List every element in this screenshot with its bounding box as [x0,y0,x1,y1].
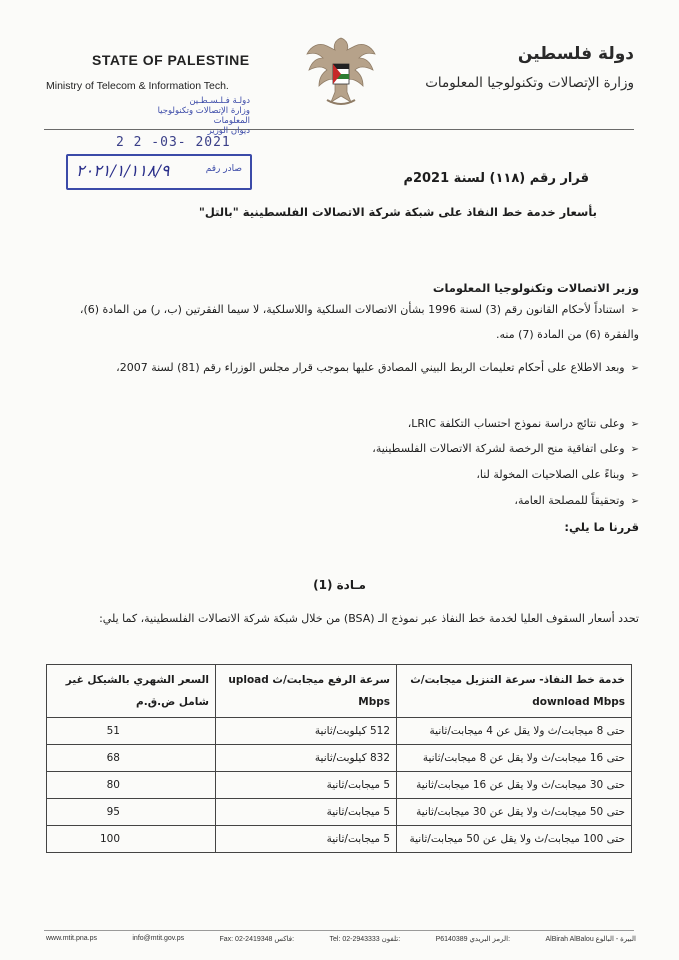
stamp-line: دولـة فـلـسـطـين [189,96,250,106]
stamp-line: ديوان الوزير [207,126,250,136]
decided-heading: قررنا ما يلي: [564,520,639,534]
footer-tel: Tel: 02-2943333 تلفون: [329,936,401,943]
preamble-text: وعلى اتفاقية منح الرخصة لشركة الاتصالات الفلسطينية، [372,442,625,455]
table-row [47,772,632,799]
download-speed-cell: حتى 30 ميجابت/ث ولا يقل عن 16 ميجابت/ثانية [397,772,632,799]
upload-speed-cell: 512 كيلوبت/ثانية [216,718,397,745]
footer-website[interactable]: www.mtit.pna.ps [46,935,97,942]
download-speed-cell: حتى 100 ميجابت/ث ولا يقل عن 50 ميجابت/ثانية [397,826,632,853]
header-ar-subtitle: وزارة الإتصالات وتكنولوجيا المعلومات [425,75,634,91]
preamble-item [49,298,639,347]
table-row [47,826,632,853]
check-bullet-icon: ➢ [630,496,639,507]
table-header-row [47,665,632,718]
table-row [47,799,632,826]
footer-fax: Fax: 02-2419348 فاكس: [219,936,295,943]
check-bullet-icon: ➢ [630,470,639,481]
upload-speed-cell: 5 ميجابت/ثانية [216,799,397,826]
price-cell: 80 [47,772,216,799]
stamp-label: صادر رقم [205,164,242,174]
download-speed-cell: حتى 8 ميجابت/ث ولا يقل عن 4 ميجابت/ثانية [397,718,632,745]
footer-email[interactable]: info@mtit.gov.ps [132,935,185,942]
preamble-item [49,463,639,488]
stamp-line: وزارة الإتصالات وتكنولوجيا المعلومات [157,106,250,126]
eagle-emblem-icon [305,30,377,110]
footer-contact [46,935,636,943]
upload-speed-cell: 832 كيلوبت/ثانية [216,745,397,772]
price-cell: 95 [47,799,216,826]
preamble-item [49,489,639,514]
footer-address: AlBirah AlBalou البيرة - البالوع [545,936,636,943]
download-speed-cell: حتى 16 ميجابت/ث ولا يقل عن 8 ميجابت/ثانية [397,745,632,772]
upload-speed-cell: 5 ميجابت/ثانية [216,772,397,799]
table-row [47,745,632,772]
price-cell: 100 [47,826,216,853]
header-ar-title: دولة فلسطين [517,44,634,64]
price-cell: 51 [47,718,216,745]
preamble-item [49,356,639,381]
office-stamp [66,92,256,196]
price-table [46,664,632,853]
article-heading: مـادة (1) [313,578,366,592]
preamble-text: وبعد الاطلاع على أحكام تعليمات الربط البيني المصادق عليها بموجب قرار مجلس الوزراء رقم (81) لسنة 2007، [116,361,625,374]
preamble-text: وتحقيقاً للمصلحة العامة، [514,494,625,507]
stamp-header [120,96,250,136]
header-monthly-price: السعر الشهري بالشيكل غير شامل ض.ق.م [47,665,216,718]
header-download-speed: خدمة خط النفاذ- سرعة التنزيل ميجابت/ث download Mbps [397,665,632,718]
footer-postal: P6140389 الرمز البريدي: [435,936,511,943]
footer-divider [44,930,634,931]
upload-speed-cell: 5 ميجابت/ثانية [216,826,397,853]
download-speed-cell: حتى 50 ميجابت/ث ولا يقل عن 30 ميجابت/ثانية [397,799,632,826]
table-row [47,718,632,745]
header-en-title: STATE OF PALESTINE [92,52,250,68]
decision-subject: بأسعار خدمة خط النفاذ على شبكة شركة الاتصالات الفلسطينية "بالتل" [198,205,597,219]
preamble-text: وعلى نتائج دراسة نموذج احتساب التكلفة LRIC، [407,417,625,430]
stamp-date: 2 2 -03- 2021 [116,135,231,150]
preamble-text: وبناءً على الصلاحيات المخولة لنا، [476,468,625,481]
preamble-text: استناداً لأحكام القانون رقم (3) لسنة 1996 بشأن الاتصالات السلكية واللاسلكية، لا سيما الفقرتين (ب، ر) من المادة (6)، والفقرة (6) من المادة (7) منه. [79,303,639,341]
header-en-subtitle: Ministry of Telecom & Information Tech. [46,80,229,92]
minister-heading: وزير الاتصالات وتكنولوجيا المعلومات [432,281,639,295]
stamp-reference-number: ٢٠٢١/١/١١٨/٩ [76,161,170,180]
decision-title: قرار رقم (١١٨) لسنة 2021م [403,171,589,186]
stamp-reference-box [66,154,252,190]
article-text: تحدد أسعار السقوف العليا لخدمة خط النفاذ عبر نموذج الـ (BSA) من خلال شبكة شركة الاتصالات الفلسطينية، كما يلي: [99,612,639,625]
header-upload-speed: سرعة الرفع ميجابت/ث upload Mbps [216,665,397,718]
price-cell: 68 [47,745,216,772]
check-bullet-icon: ➢ [630,363,639,374]
preamble-item [49,412,639,437]
check-bullet-icon: ➢ [630,305,639,316]
check-bullet-icon: ➢ [630,444,639,455]
preamble-item [49,437,639,462]
check-bullet-icon: ➢ [630,419,639,430]
